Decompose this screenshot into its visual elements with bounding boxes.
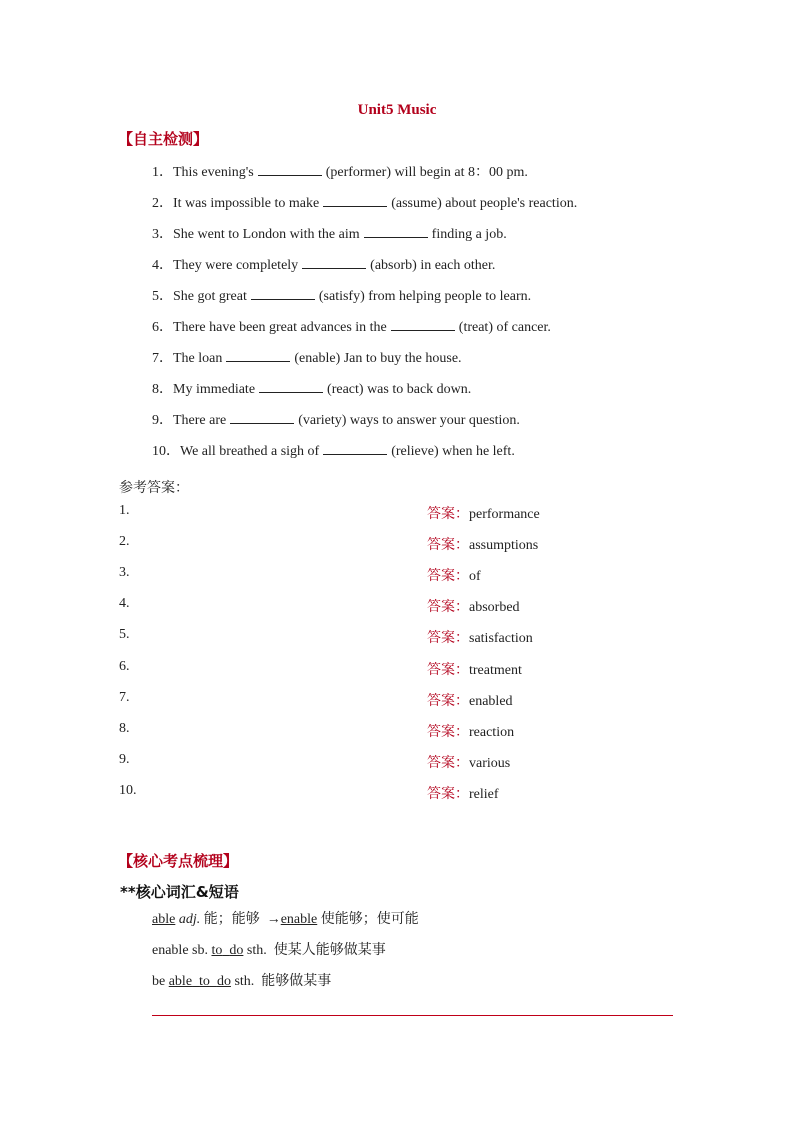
answer-blank: [391, 318, 455, 331]
question-text-after: (variety) ways to answer your question.: [298, 413, 520, 428]
question-item: [152, 254, 495, 274]
question-item: [152, 347, 462, 367]
question-number: 4．: [152, 258, 173, 273]
answer-value: satisfaction: [469, 631, 533, 647]
answer-number: 2.: [119, 534, 130, 550]
phrase-do: do: [229, 943, 244, 958]
phrase-meaning: 能够做某事: [261, 973, 332, 989]
answer-value: various: [469, 755, 511, 771]
answer-item: [427, 721, 514, 741]
section-heading-self-check: 【自主检测】: [118, 130, 209, 148]
question-text-after: (react) was to back down.: [327, 382, 472, 397]
question-text-after: (enable) Jan to buy the house.: [294, 351, 462, 366]
vocab-word: able: [152, 912, 176, 927]
question-text-before: This evening's: [173, 165, 254, 180]
answer-label: 答案：: [427, 599, 469, 616]
answer-item: [427, 690, 513, 710]
answer-blank: [258, 163, 322, 176]
arrow-icon: →: [266, 912, 281, 927]
answer-number: 3.: [119, 565, 130, 581]
question-item: [152, 378, 471, 398]
question-text-before: It was impossible to make: [173, 196, 320, 211]
question-item: [152, 285, 531, 305]
vocab-line-able: [152, 908, 419, 928]
vocab-meaning: 能；能够: [203, 911, 260, 927]
answer-blank: [226, 349, 290, 362]
section-heading-core-points: 【核心考点梳理】: [118, 852, 239, 870]
question-text-before: My immediate: [173, 382, 256, 397]
question-text-after: (assume) about people's reaction.: [391, 196, 578, 211]
question-text-before: She got great: [173, 289, 247, 304]
answer-blank: [251, 287, 315, 300]
answer-number: 4.: [119, 596, 130, 612]
answer-value: relief: [469, 786, 499, 802]
question-text-before: We all breathed a sigh of: [180, 444, 320, 459]
phrase-able: able: [168, 974, 193, 989]
question-item: [152, 440, 515, 460]
answer-value: absorbed: [469, 600, 520, 616]
answer-item: [427, 627, 533, 647]
answer-number: 8.: [119, 720, 130, 736]
answer-label: 答案：: [427, 723, 469, 740]
question-number: 3．: [152, 227, 173, 242]
question-number: 9．: [152, 413, 173, 428]
answer-blank: [323, 194, 387, 207]
phrase-prefix: enable sb.: [152, 943, 208, 958]
answer-blank: [259, 380, 323, 393]
answer-blank: [302, 256, 366, 269]
answer-number: 1.: [119, 503, 130, 518]
question-item: [152, 161, 528, 181]
answer-item: [427, 752, 510, 772]
answer-label: 答案：: [427, 692, 469, 709]
question-text-after: (absorb) in each other.: [370, 258, 496, 273]
question-text-after: (treat) of cancer.: [458, 320, 551, 335]
question-number: 5．: [152, 289, 173, 304]
answer-number: 7.: [119, 689, 130, 705]
answers-heading: 参考答案：: [119, 480, 189, 496]
answer-label: 答案：: [427, 630, 469, 647]
answer-label: 答案：: [427, 506, 469, 522]
answer-item: [427, 565, 481, 585]
phrase-suffix: sth.: [234, 974, 255, 989]
answer-item: [427, 659, 522, 679]
question-text-after: (satisfy) from helping people to learn.: [318, 289, 532, 304]
question-number: 2．: [152, 196, 173, 211]
question-item: [152, 192, 577, 212]
question-number: 10．: [152, 444, 180, 459]
question-number: 6．: [152, 320, 173, 335]
answer-label: 答案：: [427, 661, 469, 678]
question-text-before: They were completely: [173, 258, 299, 273]
answer-value: treatment: [469, 662, 522, 678]
question-text-before: There are: [173, 413, 227, 428]
answer-number: 10.: [119, 782, 137, 798]
answer-item: [427, 503, 540, 523]
page-title: Unit5 Music: [357, 102, 437, 118]
answer-item: [427, 596, 520, 616]
question-text-before: There have been great advances in the: [173, 320, 387, 335]
phrase-suffix: sth.: [246, 943, 267, 958]
answer-blank: [323, 442, 387, 455]
question-text-after: (performer) will begin at 8：00 pm.: [325, 165, 528, 180]
answer-number: 6.: [119, 658, 130, 674]
answer-value: enabled: [469, 693, 513, 709]
phrase-meaning: 使某人能够做某事: [273, 942, 386, 958]
question-text-before: She went to London with the aim: [173, 227, 360, 242]
phrase-to: to: [211, 943, 223, 958]
vocab-pos: adj.: [178, 912, 201, 927]
answer-label: 答案：: [427, 754, 469, 771]
answer-value: assumptions: [469, 538, 539, 554]
answer-item: [427, 534, 538, 554]
answer-blank: [364, 225, 428, 238]
answer-value: performance: [469, 507, 540, 522]
question-text-after: (relieve) when he left.: [391, 444, 515, 459]
phrase-prefix: be: [152, 974, 166, 989]
question-text-before: The loan: [173, 351, 223, 366]
answer-number: 9.: [119, 751, 130, 767]
answer-label: 答案：: [427, 568, 469, 585]
vocab-line-be-able-phrase: [152, 970, 331, 990]
vocab-derived-meaning: 使能够；使可能: [320, 911, 419, 927]
answer-label: 答案：: [427, 785, 469, 802]
vocab-line-enable-phrase: [152, 939, 386, 959]
question-text-after: finding a job.: [431, 227, 507, 242]
question-item: [152, 409, 520, 429]
question-item: [152, 223, 507, 243]
question-number: 1．: [152, 165, 173, 180]
answer-value: of: [469, 569, 481, 585]
vocab-heading: **核心词汇&短语: [120, 883, 239, 901]
vocab-derived-word: enable: [280, 912, 318, 927]
answer-value: reaction: [469, 724, 515, 740]
phrase-to: to: [199, 974, 210, 989]
answer-number: 5.: [119, 627, 130, 643]
answer-label: 答案：: [427, 537, 469, 554]
answer-item: [427, 783, 499, 803]
question-number: 7．: [152, 351, 173, 366]
question-item: [152, 316, 551, 336]
section-divider: [152, 1015, 673, 1016]
question-number: 8．: [152, 382, 173, 397]
phrase-do: do: [216, 974, 231, 989]
answer-blank: [230, 411, 294, 424]
